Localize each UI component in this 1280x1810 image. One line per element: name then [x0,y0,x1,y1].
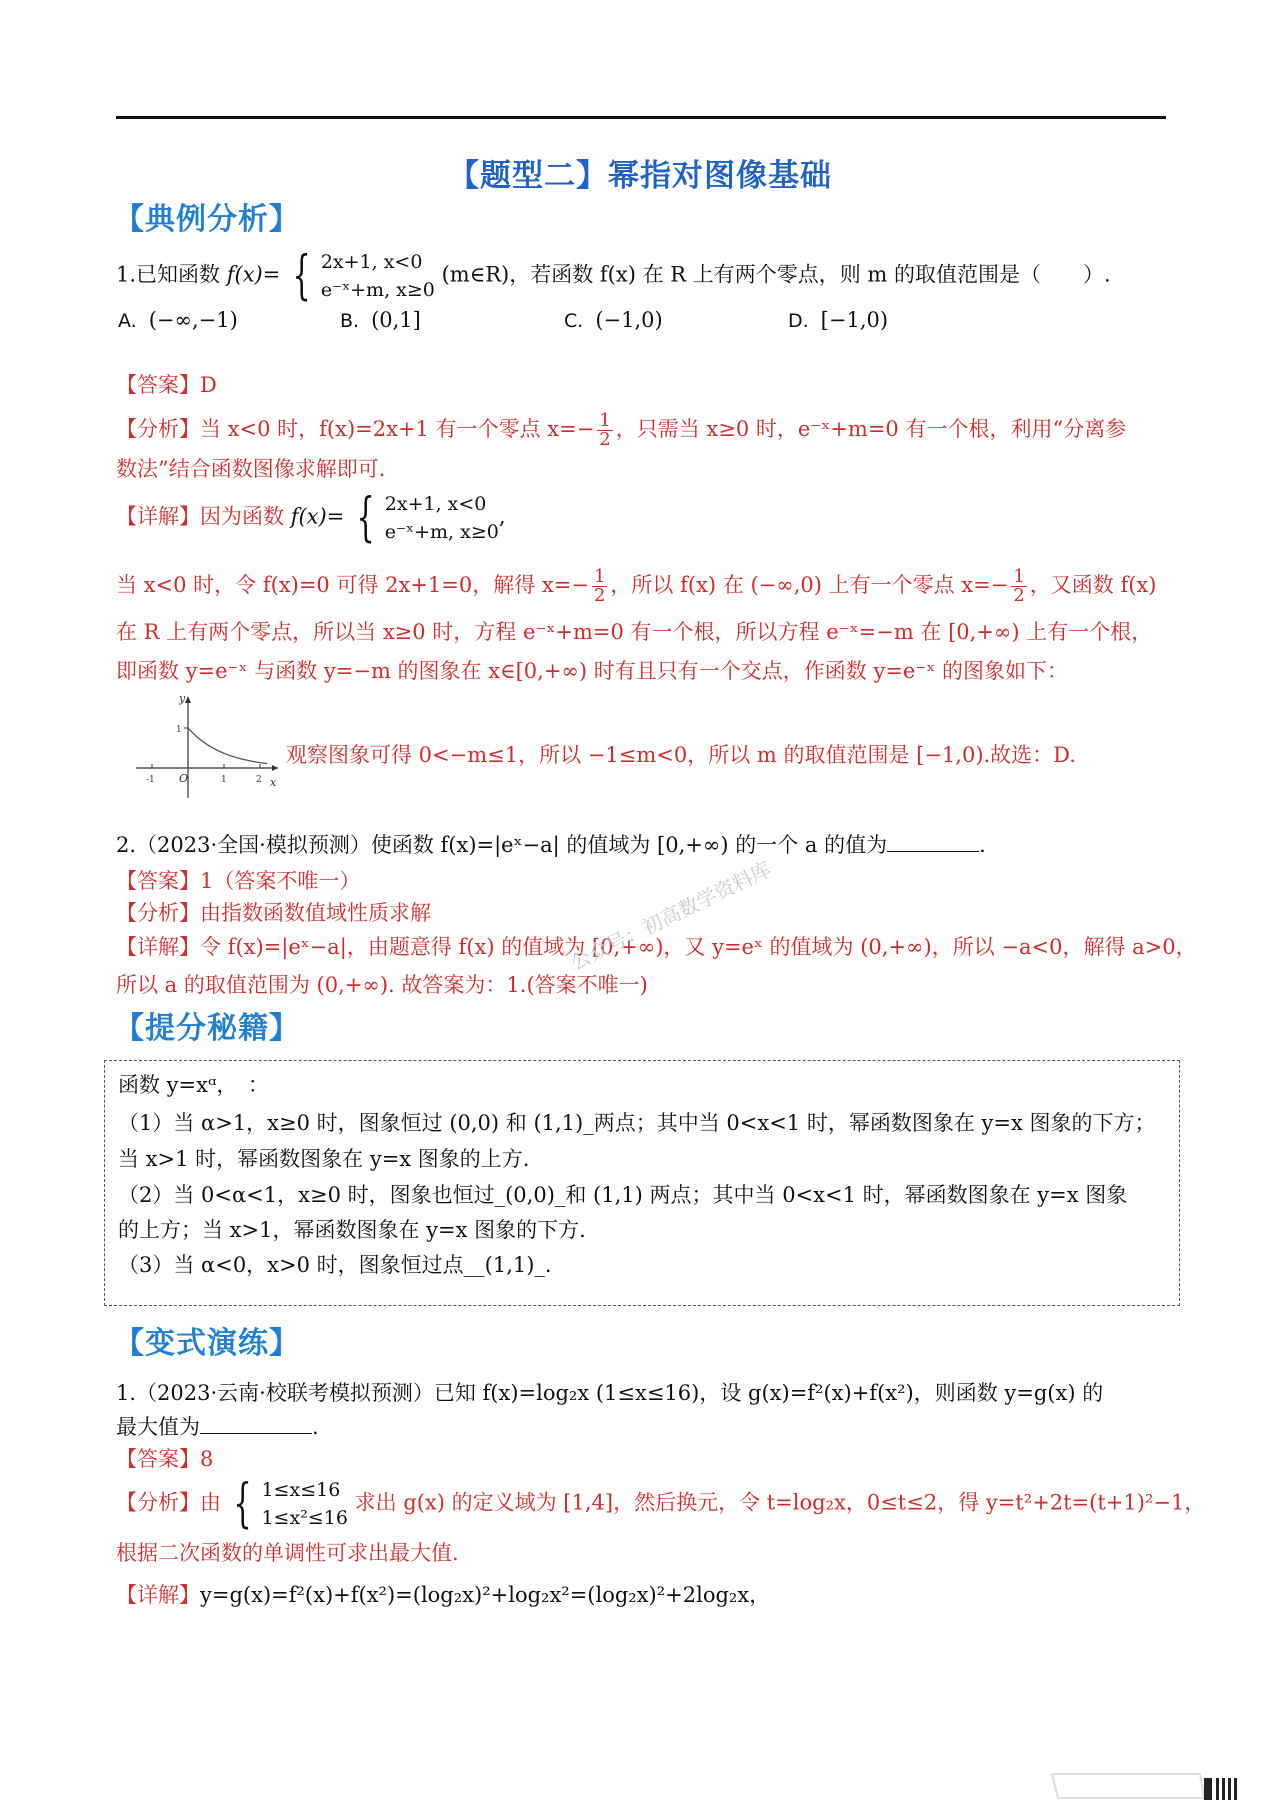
q1-detail-d: ，又函数 f(x) [1029,573,1157,597]
fraction-one-half: $\frac{1}{2}$ [593,566,606,606]
exponential-decay-graph [132,690,282,802]
option-label: C. [564,310,584,332]
p1-stem-b: 最大值为 [116,1415,200,1439]
q1-detail-case-1: 2x+1, x<0 [384,493,487,515]
watermark: 公众号：初高数学资料库 [566,856,775,975]
tips-line-2: 当 x>1 时，幂函数图象在 y=x 图象的上方. [118,1147,530,1171]
q2-stem [116,830,986,860]
p1-analysis-line2: 根据二次函数的单调性可求出最大值. [116,1541,459,1565]
q1-stem: 1.已知函数 f(x)= { 2x+1, x<0 e⁻ˣ+m, x≥0 (m∈R)，若函数 f(x) 在 R 上有两个零点，则 m 的取值范围是（ ）. [116,246,1111,306]
p1-detail-math: y=g(x)=f²(x)+f(x²)=(log₂x)²+log₂x²=(log₂x)²+2log₂x， [200,1583,771,1607]
q1-case-1: 2x+1, x<0 [320,251,423,273]
q1-stem-lead: 1.已知函数 [116,262,221,287]
tips-line-1: （1）当 α>1，x≥0 时，图象恒过 (0,0) 和 (1,1)_两点；其中当 0<x<1 时，幂函数图象在 y=x 图象的下方； [118,1111,1156,1135]
p1-answer: 【答案】8 [116,1447,214,1471]
option-value: (−1,0) [595,308,663,332]
q1-detail-a: 【详解】因为函数 [116,504,284,529]
tips-line-0: 函数 y=xᵅ， ： [118,1073,269,1097]
q1-option-a [118,308,238,332]
tick-label: 2 [256,775,262,785]
option-label: D. [788,310,809,332]
corner-mark-icon [1050,1768,1250,1808]
p1-case-2: 1≤x²≤16 [261,1507,348,1529]
q1-analysis-b: ，只需当 x≥0 时，e⁻ˣ+m=0 有一个根，利用“分离参 [615,417,1127,441]
p1-detail [116,1580,770,1610]
p1-stem-line1: 1.（2023·云南·校联考模拟预测）已知 f(x)=log₂x (1≤x≤16)，设 g(x)=f²(x)+f(x²)，则函数 y=g(x) 的 [116,1381,1104,1405]
tips-line-5: （3）当 α<0，x>0 时，图象恒过点__(1,1)_. [118,1253,552,1277]
section-tips-heading: 【提分秘籍】 [114,1011,300,1046]
decay-curve [188,728,267,764]
q1-analysis-line2: 数法”结合函数图像求解即可. [116,457,386,481]
q1-answer: 【答案】D [116,373,217,397]
p1-stem-line2 [116,1412,319,1442]
q1-option-d [788,308,888,332]
p1-detail-label: 【详解】 [116,1583,200,1607]
q1-detail-line4: 即函数 y=e⁻ˣ 与函数 y=−m 的图象在 x∈[0,+∞) 时有且只有一个交点，作函数 y=e⁻ˣ 的图象如下： [116,659,1069,683]
q2-answer: 【答案】1（答案不唯一） [116,869,361,893]
origin-label: O [179,772,189,785]
section-practice-heading: 【变式演练】 [114,1326,300,1361]
q1-detail-piecewise: { 2x+1, x<0 e⁻ˣ+m, x≥0 [356,488,499,548]
q1-stem-tail: (m∈R)，若函数 f(x) 在 R 上有两个零点，则 m 的取值范围是（ ）. [441,262,1111,287]
p1-case-1: 1≤x≤16 [261,1479,341,1501]
x-axis-label: x [270,776,277,789]
p1-system: { 1≤x≤16 1≤x²≤16 [233,1474,348,1534]
q1-detail-line1: 【详解】因为函数 f(x)= { 2x+1, x<0 e⁻ˣ+m, x≥0 , [116,488,506,548]
tick-label: -1 [146,775,155,785]
page-title: 【题型二】幂指对图像基础 [448,158,832,194]
fraction-one-half: $\frac{1}{2}$ [599,410,611,450]
q1-option-c [564,308,663,332]
option-label: B. [340,310,360,332]
option-value: (0,1] [371,308,421,332]
fraction-one-half: $\frac{1}{2}$ [1013,566,1025,606]
tick-label: 1 [176,725,182,735]
q1-analysis-a: 【分析】当 x<0 时，f(x)=2x+1 有一个零点 x=− [116,417,595,441]
q2-detail-line1: 【详解】令 f(x)=|eˣ−a|，由题意得 f(x) 的值域为 [0,+∞)，又 y=eˣ 的值域为 (0,+∞)，所以 −a<0，解得 a>0， [116,935,1197,959]
q1-option-b [340,308,421,332]
option-value: (−∞,−1) [148,308,238,332]
q1-detail-b: 当 x<0 时，令 f(x)=0 可得 2x+1=0，解得 x=− [116,573,589,597]
p1-analysis-line1 [116,1476,1205,1532]
q1-detail-line3: 在 R 上有两个零点，所以当 x≥0 时，方程 e⁻ˣ+m=0 有一个根，所以方程 e⁻ˣ=−m 在 [0,+∞) 上有一个根， [116,620,1153,644]
tips-line-3: （2）当 0<α<1，x≥0 时，图象也恒过_(0,0)_和 (1,1) 两点；其中当 0<x<1 时，幂函数图象在 y=x 图象 [118,1183,1128,1207]
p1-stem-c: . [312,1415,319,1439]
q1-detail-case-2: e⁻ˣ+m, x≥0 [384,521,499,543]
option-label: A. [118,310,137,332]
y-axis-arrow [185,696,191,703]
p1-analysis-b: 求出 g(x) 的定义域为 [1,4]，然后换元，令 t=log₂x，0≤t≤2，得 y=t²+2t=(t+1)²−1， [354,1490,1206,1515]
q1-analysis-line1 [116,412,1126,449]
q2-analysis: 【分析】由指数函数值域性质求解 [116,901,431,925]
answer-blank [887,831,979,852]
tips-line-4: 的上方；当 x>1，幂函数图象在 y=x 图象的下方. [118,1218,586,1242]
top-rule [116,116,1166,119]
section-example-heading: 【典例分析】 [114,202,300,237]
q1-piecewise: { 2x+1, x<0 e⁻ˣ+m, x≥0 [292,246,435,306]
q2-detail-line2: 所以 a 的取值范围为 (0,+∞). 故答案为：1.(答案不唯一) [116,973,648,997]
answer-blank [200,1413,312,1434]
option-value: [−1,0) [820,308,889,332]
q1-detail-conclusion: 观察图象可得 0<−m≤1，所以 −1≤m<0，所以 m 的取值范围是 [−1,0).故选：D. [286,743,1076,767]
q1-detail-line2 [116,568,1157,605]
x-axis-arrow [272,765,278,771]
p1-analysis-a: 【分析】由 [116,1490,221,1515]
q1-detail-c: ，所以 f(x) 在 (−∞,0) 上有一个零点 x=− [610,573,1009,597]
y-axis-label: y [179,692,186,705]
q2-stem-end: . [979,833,986,857]
q1-case-2: e⁻ˣ+m, x≥0 [320,279,435,301]
tick-label: 1 [221,775,227,785]
q2-stem-text: 2.（2023·全国·模拟预测）使函数 f(x)=|eˣ−a| 的值域为 [0,+∞) 的一个 a 的值为 [116,833,888,857]
